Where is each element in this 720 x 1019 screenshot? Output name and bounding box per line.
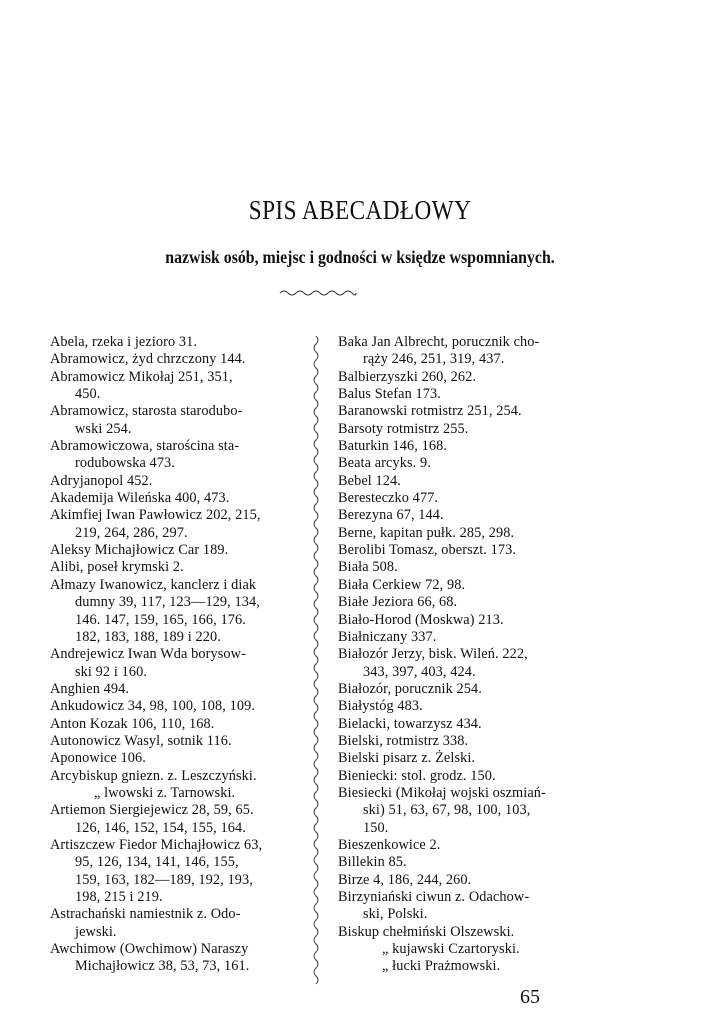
entry-line: Adryjanopol 452. [50,472,153,489]
index-entry [338,473,590,490]
index-entry [338,594,590,611]
entry-line: „ łucki Prażmowski. [382,958,501,975]
index-entry [338,542,590,559]
entry-line: Biesiecki (Mikołaj wojski oszmiań- [338,784,546,801]
index-entry [338,421,590,438]
index-entry [50,802,300,837]
index-entry [50,906,300,941]
index-entry [338,577,590,594]
entry-continuation-line: 95, 126, 134, 141, 146, 155, [75,854,239,871]
entry-line: „ kujawski Czartoryski. [382,941,520,958]
entry-continuation-line: dumny 39, 117, 123—129, 134, [75,594,260,611]
entry-line: Białozór, porucznik 254. [338,680,482,697]
decorative-rule-icon [278,288,358,298]
entry-continuation-line: ski) 51, 63, 67, 98, 100, 103, [363,802,531,819]
entry-line: „ lwowski z. Tarnowski. [94,784,236,801]
entry-line: Ankudowicz 34, 98, 100, 108, 109. [50,698,256,715]
index-entry [338,958,590,975]
index-entry [338,369,590,386]
index-entry [50,369,300,404]
entry-continuation-line: ski 92 i 160. [75,663,147,680]
entry-line: Alibi, poseł krymski 2. [50,559,184,576]
entry-continuation-line: rodubowska 473. [75,455,175,472]
index-entry [338,403,590,420]
entry-line: Bebel 124. [338,472,401,489]
entry-line: Balbierzyszki 260, 262. [338,368,477,385]
index-entry [338,750,590,767]
entry-line: Beresteczko 477. [338,490,439,507]
index-entry [50,733,300,750]
index-entry [50,490,300,507]
entry-line: Bieszenkowice 2. [338,836,441,853]
index-entry [50,351,300,368]
entry-continuation-line: jewski. [75,923,117,940]
entry-continuation-line: 159, 163, 182—189, 192, 193, [75,871,253,888]
entry-line: Aleksy Michajłowicz Car 189. [50,542,229,559]
index-right-column [338,334,590,976]
entry-line: Biała 508. [338,559,398,576]
column-divider [309,336,323,986]
entry-line: Bieniecki: stol. grodz. 150. [338,767,496,784]
index-entry [338,785,590,837]
entry-line: Astrachański namiestnik z. Odo- [50,906,241,923]
entry-line: Akimfiej Iwan Pawłowicz 202, 215, [50,507,261,524]
index-entry [50,785,300,802]
index-entry [50,507,300,542]
index-entry [338,941,590,958]
entry-line: Barsoty rotmistrz 255. [338,420,469,437]
index-entry [338,612,590,629]
entry-line: Artiemon Siergiejewicz 28, 59, 65. [50,802,254,819]
entry-line: Bielacki, towarzysz 434. [338,715,482,732]
index-entry [338,854,590,871]
index-entry [338,490,590,507]
index-entry [338,646,590,681]
entry-line: Ałmazy Iwanowicz, kanclerz i diak [50,576,257,593]
entry-continuation-line: 198, 215 i 219. [75,889,163,905]
entry-line: Bielski pisarz z. Żelski. [338,750,476,767]
index-entry [338,768,590,785]
entry-continuation-line: Michajłowicz 38, 53, 73, 161. [75,958,250,975]
entry-line: Baturkin 146, 168. [338,438,448,455]
entry-line: Artiszczew Fiedor Michajłowicz 63, [50,836,263,853]
index-entry [50,646,300,681]
index-entry [338,455,590,472]
entry-line: Biało-Horod (Moskwa) 213. [338,611,504,628]
entry-continuation-line: 450. [75,386,101,403]
entry-continuation-line: 182, 183, 188, 189 i 220. [75,628,221,645]
index-entry [338,334,590,369]
index-entry [50,698,300,715]
entry-line: Białe Jeziora 66, 68. [338,594,458,611]
entry-line: Balus Stefan 173. [338,386,441,403]
entry-continuation-line: 150. [363,819,389,836]
index-entry [50,941,300,976]
entry-line: Berolibi Tomasz, oberszt. 173. [338,542,517,559]
entry-line: Białystóg 483. [338,698,423,715]
index-entry [50,334,300,351]
entry-line: Berne, kapitan pułk. 285, 298. [338,524,515,541]
index-left-column [50,334,300,976]
entry-line: Baka Jan Albrecht, porucznik cho- [338,334,540,350]
entry-line: Awchimow (Owchimow) Naraszy [50,941,249,958]
index-entry [338,716,590,733]
entry-line: Biskup chełmiński Olszewski. [338,923,515,940]
index-entry [338,507,590,524]
entry-line: Andrejewicz Iwan Wda borysow- [50,646,246,663]
entry-line: Biała Cerkiew 72, 98. [338,576,466,593]
index-entry [50,577,300,646]
entry-line: Bielski, rotmistrz 338. [338,732,469,749]
index-entry [50,473,300,490]
index-entry [338,733,590,750]
entry-continuation-line: 343, 397, 403, 424. [363,663,476,680]
entry-continuation-line: ski, Polski. [363,906,428,923]
index-entry [338,698,590,715]
index-entry [338,681,590,698]
index-entry [50,559,300,576]
index-entry [338,889,590,924]
index-entry [338,629,590,646]
entry-line: Baranowski rotmistrz 251, 254. [338,403,522,420]
index-entry [50,542,300,559]
entry-line: Beata arcyks. 9. [338,455,431,472]
entry-line: Białozór Jerzy, bisk. Wileń. 222, [338,646,528,663]
entry-continuation-line: 126, 146, 152, 154, 155, 164. [75,819,246,836]
entry-continuation-line: wski 254. [75,420,132,437]
entry-line: Berezyna 67, 144. [338,507,444,524]
index-entry [50,750,300,767]
entry-line: Birzyniański ciwun z. Odachow- [338,889,530,905]
page-number: 65 [520,986,540,1008]
entry-continuation-line: 219, 264, 286, 297. [75,524,188,541]
index-entry [50,716,300,733]
entry-line: Billekin 85. [338,854,407,871]
entry-line: Abramowicz, starosta starodubo- [50,403,243,420]
entry-line: Arcybiskup gniezn. z. Leszczyński. [50,767,257,784]
index-entry [338,525,590,542]
index-entry [338,386,590,403]
page-title: SPIS ABECADŁOWY [248,195,472,225]
entry-line: Aponowice 106. [50,750,146,767]
index-entry [50,768,300,785]
entry-line: Białniczany 337. [338,628,437,645]
entry-continuation-line: rąży 246, 251, 319, 437. [363,351,505,368]
index-entry [338,837,590,854]
index-entry [338,924,590,941]
entry-line: Akademija Wileńska 400, 473. [50,490,230,507]
entry-line: Autonowicz Wasyl, sotnik 116. [50,732,232,749]
entry-continuation-line: 146. 147, 159, 165, 166, 176. [75,611,246,628]
entry-line: Anton Kozak 106, 110, 168. [50,715,215,732]
entry-line: Abramowiczowa, starościna sta- [50,438,240,455]
index-entry [50,403,300,438]
entry-line: Anghien 494. [50,680,130,697]
index-entry [338,438,590,455]
entry-line: Abela, rzeka i jezioro 31. [50,334,198,350]
entry-line: Abramowicz, żyd chrzczony 144. [50,351,246,368]
index-entry [50,681,300,698]
index-entry [338,872,590,889]
index-entry [50,438,300,473]
page-subtitle: nazwisk osób, miejsc i godności w księdze wspomnianych. [165,247,555,267]
index-entry [50,837,300,906]
index-entry [338,559,590,576]
entry-line: Birze 4, 186, 244, 260. [338,871,472,888]
entry-line: Abramowicz Mikołaj 251, 351, [50,368,233,385]
